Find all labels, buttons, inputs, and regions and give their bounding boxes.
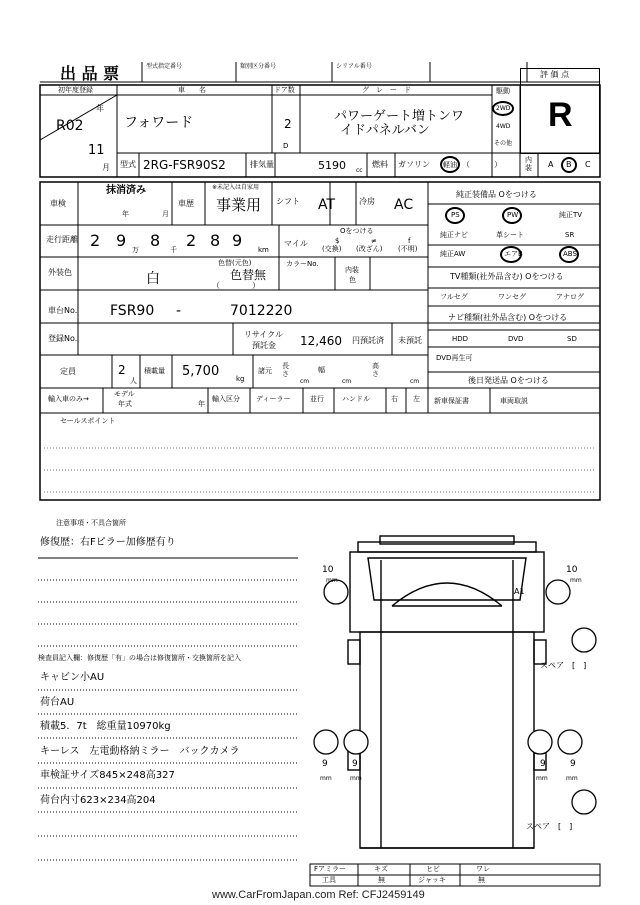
mileage-digit-5: 8 bbox=[210, 231, 221, 250]
height-label: 高さ bbox=[372, 362, 379, 378]
legend-crack: ヒビ bbox=[426, 865, 440, 873]
import-dealer: ディーラー bbox=[256, 395, 291, 403]
legend-scratch: キズ bbox=[374, 865, 388, 873]
inspection-label: 車検 bbox=[50, 199, 66, 208]
ruibetsu-label: 類別区分番号 bbox=[240, 63, 277, 70]
spare-bracket-2: [ ] bbox=[558, 822, 573, 831]
grade-line2: イドパネルバン bbox=[340, 123, 430, 138]
length-label: 長さ bbox=[282, 362, 289, 378]
mileage-digit-2: 9 bbox=[116, 231, 127, 250]
vehicle-name: フォワード bbox=[124, 115, 194, 131]
mileage-digit-3: 8 bbox=[150, 231, 161, 250]
recycle-amount: 12,460 bbox=[300, 334, 342, 348]
tv-fullseg: フルセグ bbox=[440, 293, 468, 301]
chassis-label: 車台No. bbox=[48, 306, 78, 315]
mileage-choice-label: Oをつける bbox=[340, 227, 374, 235]
legend-break: ワレ bbox=[476, 865, 490, 873]
history-note: ※未記入は自家用 bbox=[212, 184, 260, 191]
fuel-paren: （ ） bbox=[462, 160, 502, 169]
aftermarket-warranty: 新車保証書 bbox=[434, 397, 469, 405]
tv-oneseg: ワンセグ bbox=[498, 293, 526, 301]
dvd-playback: DVD再生可 bbox=[436, 354, 473, 362]
doors-sub: D bbox=[283, 142, 289, 150]
mm-fr: mm bbox=[570, 577, 582, 584]
note-line-6: 荷台内寸623×234高204 bbox=[40, 795, 156, 806]
chassis-number: 7012220 bbox=[230, 303, 293, 319]
repaint-value: 色替無 bbox=[230, 268, 267, 282]
interior-b: B bbox=[566, 160, 572, 169]
interior-color-label2: 色 bbox=[349, 276, 356, 284]
note-line-1: キャビン小AU bbox=[40, 672, 105, 683]
equip-airbag-circle bbox=[500, 246, 522, 263]
grade-line1: パワーゲート増トンワ bbox=[334, 109, 465, 124]
rear-left-2: 9 bbox=[352, 759, 358, 769]
model-year-label2: 年式 bbox=[118, 400, 132, 408]
inspection-value: 抹消済み bbox=[106, 185, 146, 196]
tv-analog: アナログ bbox=[556, 293, 584, 301]
legend-jack-value: 無 bbox=[478, 876, 485, 884]
footer-watermark: www.CarFromJapan.com Ref: CFJ2459149 bbox=[212, 889, 425, 901]
equip-abs: ABS bbox=[563, 250, 577, 258]
color-no-label: カラーNo. bbox=[286, 260, 319, 268]
equip-tv: 純正TV bbox=[559, 211, 583, 219]
inspection-nen: 年 bbox=[122, 210, 129, 218]
equip-airbag: エアB bbox=[504, 250, 523, 258]
handle-left: 左 bbox=[413, 395, 420, 403]
length-cm: cm bbox=[300, 378, 310, 385]
score-value: R bbox=[548, 96, 573, 134]
mileage-opt1-bot: (交換) bbox=[322, 245, 342, 253]
dims-label: 諸元 bbox=[258, 367, 272, 375]
import-parallel: 並行 bbox=[310, 395, 324, 403]
note-line-3: 積載5．7t 総重量10970kg bbox=[40, 721, 171, 732]
fuel-diesel-circle bbox=[440, 156, 460, 173]
interior-color-label1: 内装 bbox=[345, 266, 359, 274]
mileage-sen: 千 bbox=[170, 246, 177, 254]
drive-other: その他 bbox=[494, 140, 513, 147]
seats-label: 定員 bbox=[60, 367, 76, 376]
mm-rl2: mm bbox=[350, 775, 362, 782]
interior-b-circle bbox=[561, 157, 577, 173]
registration-tsuki: 月 bbox=[102, 163, 110, 172]
equipment-title: 純正装備品 Oをつける bbox=[456, 190, 537, 199]
inspector-title: 検査員記入欄：修復歴「有」の場合は修復箇所・交換箇所を記入 bbox=[38, 654, 241, 662]
repair-history: 修復歴：右Fピラー加修歴有り bbox=[40, 537, 176, 548]
sales-point-label: セールスポイント bbox=[60, 417, 116, 425]
aftermarket-manual: 車両取説 bbox=[500, 397, 528, 405]
aftermarket-title: 後日発送品 Oをつける bbox=[468, 376, 549, 385]
repaint-label: 色替(元色) bbox=[218, 259, 252, 267]
mileage-km: km bbox=[258, 246, 269, 254]
fuel-label: 燃料 bbox=[372, 160, 388, 169]
diagram-mark-a1: A1 bbox=[514, 587, 525, 596]
rear-right-1: 9 bbox=[540, 759, 546, 769]
model-value: 2RG-FSR90S2 bbox=[143, 158, 226, 172]
equip-abs-circle bbox=[559, 246, 579, 263]
model-year-label1: モデル bbox=[114, 390, 135, 398]
navi-dvd: DVD bbox=[508, 335, 524, 343]
equip-navi: 純正ナビ bbox=[440, 231, 468, 239]
color-value: 白 bbox=[146, 271, 160, 287]
tv-title: TV種類(社外品含む) Oをつける bbox=[450, 272, 564, 281]
chassis-dash: - bbox=[176, 303, 182, 319]
model-label: 型式 bbox=[120, 160, 136, 169]
note-line-4: キーレス 左電動格納ミラー バックカメラ bbox=[40, 746, 240, 757]
rear-right-2: 9 bbox=[570, 759, 576, 769]
recycle-label2: 預託金 bbox=[252, 341, 276, 350]
load-value: 5,700 bbox=[182, 364, 220, 379]
chassis-model: FSR90 bbox=[110, 303, 155, 319]
interior-label: 内装 bbox=[525, 156, 532, 172]
handle-right: 右 bbox=[391, 395, 398, 403]
tread-front-right: 10 bbox=[566, 565, 578, 575]
repaint-paren: （ ） bbox=[212, 281, 260, 290]
mileage-digit-4: 2 bbox=[186, 231, 197, 250]
grade-label: グ レ ー ド bbox=[362, 86, 411, 94]
displacement-value: 5190 bbox=[318, 159, 346, 172]
mm-fl: mm bbox=[326, 577, 338, 584]
import-type-label: 輸入区分 bbox=[212, 395, 240, 403]
equip-ps-circle bbox=[445, 207, 465, 224]
interior-c: C bbox=[585, 160, 591, 169]
inspection-tsuki: 月 bbox=[162, 210, 169, 218]
drive-4wd: 4WD bbox=[496, 123, 511, 130]
navi-sd: SD bbox=[567, 335, 577, 343]
spare-label-2: スペア bbox=[526, 822, 550, 831]
legend-tools: 工具 bbox=[322, 876, 336, 884]
ac-value: AC bbox=[394, 197, 414, 213]
width-label: 幅 bbox=[318, 366, 325, 374]
equip-sr: SR bbox=[565, 231, 575, 239]
note-line-2: 荷台AU bbox=[40, 697, 75, 708]
doors-label: ドア数 bbox=[274, 86, 295, 94]
seats-value: 2 bbox=[118, 363, 126, 377]
shift-value: AT bbox=[318, 197, 336, 213]
mileage-opt3-top: f bbox=[408, 237, 411, 245]
height-cm: cm bbox=[410, 378, 420, 385]
mm-rr1: mm bbox=[536, 775, 548, 782]
drive-label: 駆動 bbox=[496, 87, 510, 95]
katashiki-label: 型式指定番号 bbox=[146, 63, 183, 70]
registration-month: 11 bbox=[88, 143, 105, 158]
mile-label: マイル bbox=[284, 239, 308, 248]
fuel-gasoline: ガソリン bbox=[398, 160, 430, 169]
reg-no-label: 登録No. bbox=[48, 334, 78, 343]
displacement-cc: cc bbox=[356, 167, 363, 174]
mileage-opt3-bot: (不明) bbox=[398, 245, 418, 253]
registration-label: 初年度登録 bbox=[58, 86, 93, 94]
fuel-diesel: 軽油 bbox=[443, 161, 457, 169]
legend-jack: ジャッキ bbox=[418, 876, 446, 884]
history-value: 事業用 bbox=[216, 196, 262, 214]
mileage-opt2-bot: (改ざん) bbox=[356, 245, 383, 253]
registration-nen: 年 bbox=[96, 104, 104, 113]
seats-person: 人 bbox=[130, 377, 137, 385]
spare-bracket-1: [ ] bbox=[572, 661, 587, 670]
form-title: 出 品 票 bbox=[60, 64, 120, 83]
ac-label: 冷房 bbox=[359, 197, 375, 206]
rear-left-1: 9 bbox=[322, 759, 328, 769]
recycle-unpaid: 未預託 bbox=[398, 336, 422, 345]
equip-pw: PW bbox=[507, 211, 519, 219]
legend-mirror: Fアミラー bbox=[314, 865, 347, 873]
mileage-digit-1: 2 bbox=[90, 231, 101, 250]
vehicle-name-label: 車 名 bbox=[178, 86, 206, 94]
history-label: 車歴 bbox=[178, 199, 194, 208]
recycle-label1: リサイクル bbox=[244, 330, 283, 339]
mm-rl1: mm bbox=[320, 775, 332, 782]
color-label: 外装色 bbox=[48, 268, 72, 277]
mileage-digit-6: 9 bbox=[232, 231, 243, 250]
equip-pw-circle bbox=[502, 207, 522, 224]
load-kg: kg bbox=[236, 375, 245, 383]
mileage-label: 走行距離 bbox=[46, 235, 78, 244]
width-cm: cm bbox=[342, 378, 352, 385]
doors-value: 2 bbox=[284, 117, 292, 131]
navi-title: ナビ種類(社外品含む) Oをつける bbox=[448, 313, 568, 322]
mileage-opt2-top: ≠ bbox=[371, 237, 377, 245]
handle-label: ハンドル bbox=[342, 395, 370, 403]
legend-tools-value: 無 bbox=[378, 876, 385, 884]
note-line-5: 車検証サイズ845×248高327 bbox=[40, 770, 175, 781]
tread-front-left: 10 bbox=[322, 565, 334, 575]
drive-2wd: 2WD bbox=[496, 105, 511, 112]
equip-leather: 革シート bbox=[496, 231, 524, 239]
registration-era: R02 bbox=[56, 118, 84, 134]
notes-title: 注意事項・不具合箇所 bbox=[56, 519, 126, 527]
equip-ps: PS bbox=[451, 211, 460, 219]
model-year-nen: 年 bbox=[198, 400, 205, 408]
truck-diagram bbox=[348, 536, 546, 848]
mileage-opt1-top: $ bbox=[335, 237, 340, 245]
shift-label: シフト bbox=[276, 197, 300, 206]
load-label: 積載量 bbox=[144, 367, 165, 375]
import-label: 輸入車のみ→ bbox=[48, 395, 89, 403]
score-label: 評 価 点 bbox=[540, 70, 570, 79]
drive-2wd-circle bbox=[492, 101, 514, 116]
recycle-unit: 円預託済 bbox=[352, 336, 384, 345]
navi-hdd: HDD bbox=[452, 335, 469, 343]
mileage-man: 万 bbox=[132, 246, 139, 254]
displacement-label: 排気量 bbox=[250, 160, 274, 169]
serial-label: シリアル番号 bbox=[336, 63, 372, 70]
mm-rr2: mm bbox=[566, 775, 578, 782]
equip-aw: 純正AW bbox=[440, 250, 466, 258]
interior-a: A bbox=[548, 160, 554, 169]
spare-label-1: スペア bbox=[540, 661, 564, 670]
